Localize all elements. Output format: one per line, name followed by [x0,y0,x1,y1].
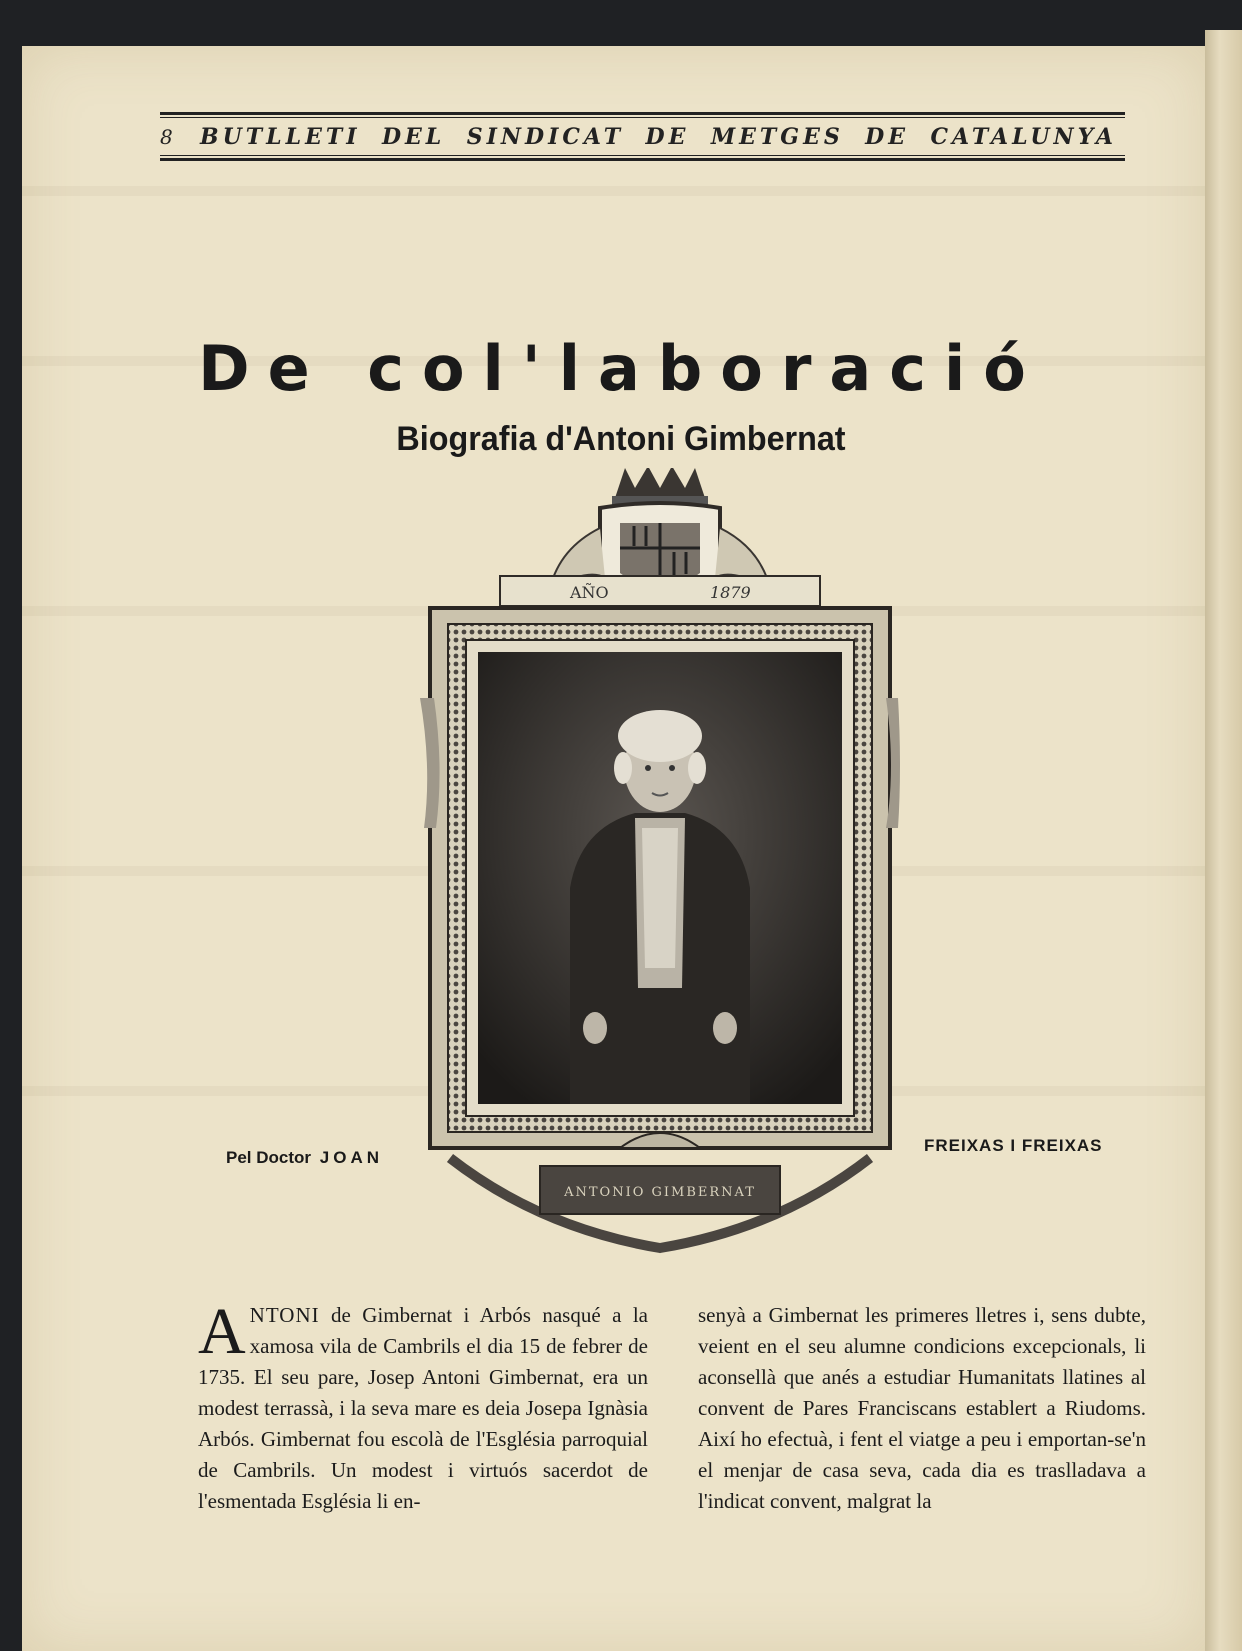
plaque-ano: AÑO [570,583,609,602]
byline-left [226,1148,383,1168]
header-rule-bottom [160,158,1125,161]
section-title: De col'laboració [198,332,1044,405]
header-rule-bottom-thin [160,155,1125,156]
journal-word: DE [865,124,910,150]
header-rule-top-thin [160,117,1125,118]
portrait-illustration [420,468,900,1268]
running-header [160,120,1125,154]
journal-word: BUTLLETI [200,124,361,150]
plaque-year: 1879 [710,583,751,602]
page-number: 8 [160,125,173,149]
journal-word: DE [645,124,690,150]
body-column-right [698,1300,1146,1517]
byline-given-name: JOAN [319,1148,383,1167]
framed-portrait [420,468,900,1268]
body-column-left [198,1295,648,1517]
bleed-through [22,186,1205,196]
journal-word: METGES [710,124,844,150]
header-rule-top [160,112,1125,115]
paragraph-text: senyà a Gimbernat les primeres lletres i, sens dubte, veient en el seu alumne condicions excepcionals, li aconsellà que anés a estudiar Humanitats llatines al convent de Pares Franciscans establert a Riudoms. Així ho efectuà, i fent el viatge a peu i emportan-se'n el menjar de casa seva, cada dia es traslladava a l'indicat convent, malgrat la [698,1303,1146,1513]
paragraph-text: de Gimbernat i Arbós nasqué a la xamosa vila de Cambrils el dia 15 de febrer de 1735. El seu pare, Josep Antoni Gimbernat, era un modest terrassà, i la seva mare es deia Josepa Ignàsia Arbós. Gimbernat fou escolà de l'Església parroquial de Cambrils. Un modest i virtuós sacerdot de l'esmentada Església li en- [198,1303,648,1513]
journal-word: CATALUNYA [930,124,1117,150]
small-caps-word: NTONI [249,1303,320,1327]
crown-icon [612,468,708,506]
book-spine [1205,30,1242,1651]
byline-prefix: Pel Doctor [226,1148,312,1167]
journal-word: DEL [381,124,446,150]
journal-word: SINDICAT [466,124,625,150]
nameplate-text: ANTONIO GIMBERNAT [564,1185,756,1200]
paragraph [198,1295,648,1517]
byline-surname: FREIXAS I FREIXAS [924,1136,1103,1155]
journal-name [200,124,1125,150]
article-title: Biografia d'Antoni Gimbernat [396,420,846,458]
drop-cap: A [198,1295,246,1368]
